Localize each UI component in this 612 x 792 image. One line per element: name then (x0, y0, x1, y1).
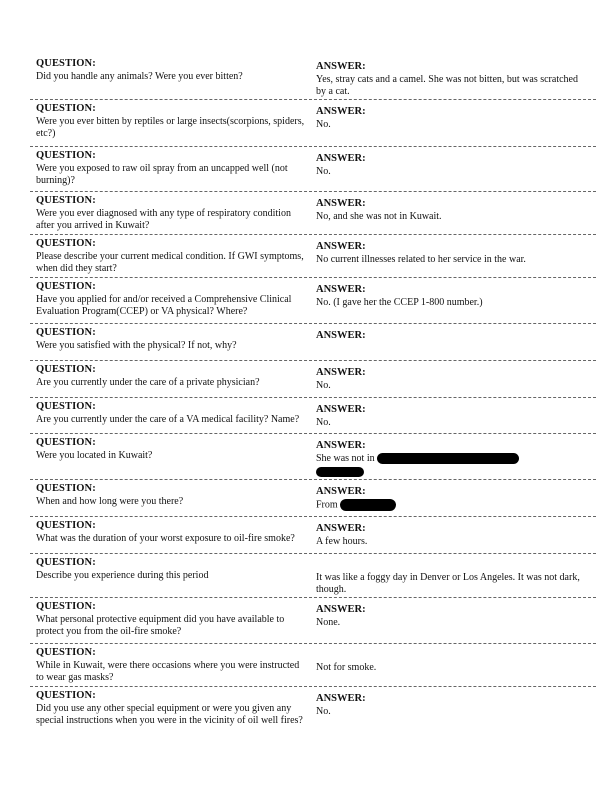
separator-line (30, 479, 596, 480)
answer-label: ANSWER: (316, 486, 366, 497)
separator-line (30, 643, 596, 644)
question-text: Were you ever diagnosed with any type of respiratory condition after you arrived in Kuwait? (36, 208, 291, 231)
separator-line (30, 277, 596, 278)
question-label: QUESTION: (36, 327, 96, 338)
question-text: Were you exposed to raw oil spray from an uncapped well (not burning)? (36, 163, 288, 186)
answer-text: No. (316, 119, 331, 130)
question-text: While in Kuwait, were there occasions where you were instructed to wear gas masks? (36, 660, 300, 683)
answer-text: No. (316, 166, 331, 177)
question-label: QUESTION: (36, 58, 96, 69)
separator-line (30, 433, 596, 434)
question-text: Were you located in Kuwait? (36, 450, 153, 461)
question-text: Are you currently under the care of a VA medical facility? Name? (36, 414, 300, 425)
question-label: QUESTION: (36, 401, 96, 412)
answer-label: ANSWER: (316, 440, 366, 451)
answer-text: No current illnesses related to her service in the war. (316, 254, 526, 265)
separator-line (30, 99, 596, 100)
question-label: QUESTION: (36, 437, 96, 448)
separator-line (30, 191, 596, 192)
question-label: QUESTION: (36, 195, 96, 206)
separator-line (30, 146, 596, 147)
answer-label: ANSWER: (316, 284, 366, 295)
question-text: Have you applied for and/or received a Comprehensive Clinical Evaluation Program(CCEP) or VA physical? Where? (36, 294, 292, 317)
question-text: Were you satisfied with the physical? If not, why? (36, 340, 237, 351)
answer-text: She was not in (316, 453, 586, 477)
answer-label: ANSWER: (316, 404, 366, 415)
separator-line (30, 597, 596, 598)
question-label: QUESTION: (36, 238, 96, 249)
question-label: QUESTION: (36, 281, 96, 292)
question-label: QUESTION: (36, 364, 96, 375)
question-label: QUESTION: (36, 483, 96, 494)
question-text: What was the duration of your worst exposure to oil-fire smoke? (36, 533, 295, 544)
answer-label: ANSWER: (316, 330, 366, 341)
separator-line (30, 397, 596, 398)
question-label: QUESTION: (36, 150, 96, 161)
answer-text: No. (I gave her the CCEP 1-800 number.) (316, 297, 483, 308)
separator-line (30, 323, 596, 324)
answer-label: ANSWER: (316, 61, 366, 72)
answer-label: ANSWER: (316, 367, 366, 378)
answer-label: ANSWER: (316, 198, 366, 209)
answer-text: No, and she was not in Kuwait. (316, 211, 442, 222)
answer-label: ANSWER: (316, 106, 366, 117)
question-text: When and how long were you there? (36, 496, 184, 507)
separator-line (30, 553, 596, 554)
separator-line (30, 234, 596, 235)
answer-text: It was like a foggy day in Denver or Los Angeles. It was not dark, though. (316, 572, 580, 595)
question-label: QUESTION: (36, 557, 96, 568)
answer-text: No. (316, 417, 331, 428)
question-text: Please describe your current medical condition. If GWI symptoms, when did they start? (36, 251, 304, 274)
answer-label: ANSWER: (316, 241, 366, 252)
answer-label: ANSWER: (316, 604, 366, 615)
answer-text: No. (316, 706, 331, 717)
question-text: Did you handle any animals? Were you ever bitten? (36, 71, 243, 82)
answer-text: No. (316, 380, 331, 391)
redaction-bar (377, 453, 519, 464)
question-text: Did you use any other special equipment or were you given any special instructions when you were in the vicinity of oil well fires? (36, 703, 303, 726)
answer-label: ANSWER: (316, 153, 366, 164)
question-text: What personal protective equipment did you have available to protect you from the oil-fire smoke? (36, 614, 285, 637)
answer-text: Yes, stray cats and a camel. She was not bitten, but was scratched by a cat. (316, 74, 578, 97)
separator-line (30, 686, 596, 687)
answer-label: ANSWER: (316, 523, 366, 534)
answer-text: None. (316, 617, 341, 628)
question-label: QUESTION: (36, 103, 96, 114)
answer-text: A few hours. (316, 536, 368, 547)
answer-text: From (316, 499, 586, 511)
question-label: QUESTION: (36, 690, 96, 701)
question-text: Are you currently under the care of a private physician? (36, 377, 260, 388)
redaction-bar (340, 499, 396, 511)
question-label: QUESTION: (36, 647, 96, 658)
answer-text: Not for smoke. (316, 662, 377, 673)
separator-line (30, 360, 596, 361)
question-text: Describe you experience during this period (36, 570, 209, 581)
question-text: Were you ever bitten by reptiles or large insects(scorpions, spiders, etc?) (36, 116, 305, 139)
separator-line (30, 516, 596, 517)
answer-label: ANSWER: (316, 693, 366, 704)
question-label: QUESTION: (36, 520, 96, 531)
question-label: QUESTION: (36, 601, 96, 612)
redaction-bar (316, 467, 364, 477)
